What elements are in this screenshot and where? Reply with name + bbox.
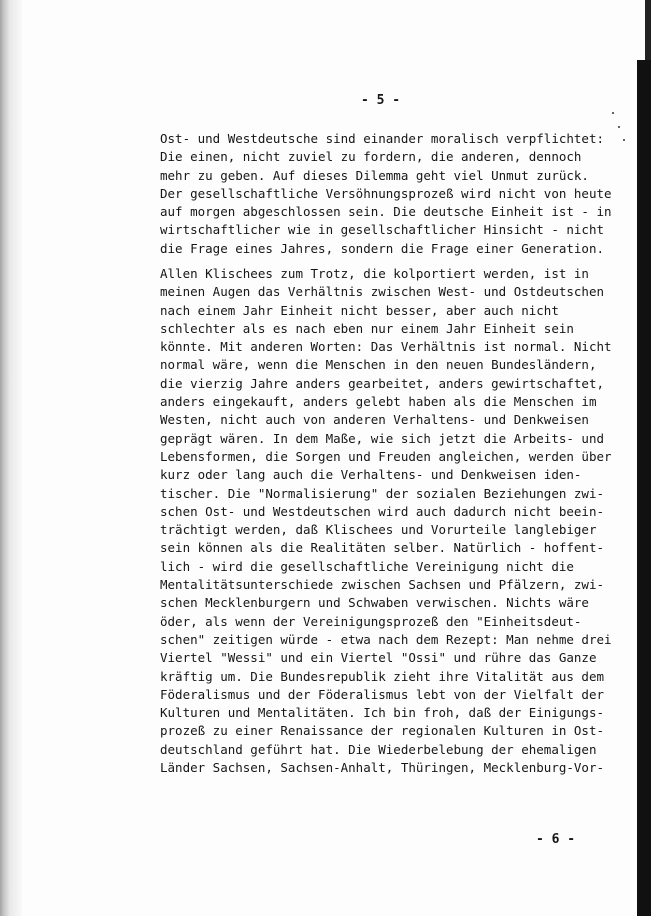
paragraph-2 [160,265,612,777]
text-line: lich - wird die gesellschaftliche Vereinigung nicht die [160,558,574,574]
text-line: meinen Augen das Verhältnis zwischen West- und Ostdeutschen [160,284,605,300]
text-line: schen Mecklenburgern und Schwaben verwischen. Nichts wäre [160,595,589,611]
scan-edge-right [637,60,651,916]
text-line: kräftig um. Die Bundesrepublik zieht ihre Vitalität aus dem [160,668,605,684]
text-line: trächtigt werden, daß Klischees und Vorurteile langlebiger [160,522,597,538]
scan-speck [618,126,620,128]
text-line: geprägt wären. In dem Maße, wie sich jetzt die Arbeits- und [160,430,605,446]
scan-shadow-left [0,0,22,916]
text-line: öder, als wenn der Vereinigungsprozeß den "Einheitsdeut- [160,613,582,629]
scan-speck [623,139,625,141]
text-line: wirtschaftlicher wie in gesellschaftlicher Hinsicht - nicht [160,222,605,238]
text-line: kurz oder lang auch die Verhaltens- und Denkweisen iden- [160,467,582,483]
text-line: auf morgen abgeschlossen sein. Die deutsche Einheit ist - in [160,204,612,220]
text-line: deutschland geführt hat. Die Wiederbelebung der ehemaligen [160,741,597,757]
scan-speck [612,112,614,114]
text-line: Westen, nicht auch von anderen Verhaltens- und Denkweisen [160,412,589,428]
text-line: Ost- und Westdeutsche sind einander moralisch verpflichtet: [160,131,605,146]
scan-edge-right-top [645,0,651,60]
text-line: schen Ost- und Westdeutschen wird auch dadurch nicht beein- [160,503,605,519]
text-line: Föderalismus und der Föderalismus lebt von der Vielfalt der [160,686,605,702]
text-line: normal wäre, wenn die Menschen in den neuen Bundesländern, [160,357,597,373]
text-line: die Frage eines Jahres, sondern die Frage einer Generation. [160,240,605,256]
text-line: Länder Sachsen, Sachsen-Anhalt, Thüringen, Mecklenburg-Vor- [160,760,605,776]
text-line: Viertel "Wessi" und ein Viertel "Ossi" und rühre das Ganze [160,650,597,666]
text-line: die vierzig Jahre anders gearbeitet, anders gewirtschaftet, [160,375,605,391]
text-line: sein können als die Realitäten selber. Natürlich - hoffent- [160,540,605,556]
text-line: könnte. Mit anderen Worten: Das Verhältnis ist normal. Nicht [160,339,612,355]
text-line: tischer. Die "Normalisierung" der sozialen Beziehungen zwi- [160,485,605,501]
text-line: schen" zeitigen würde - etwa nach dem Rezept: Man nehme drei [160,631,612,647]
text-line: Allen Klischees zum Trotz, die kolportiert werden, ist in [160,266,589,281]
text-line: anders eingekauft, anders gelebt haben als die Menschen im [160,394,597,410]
text-line: nach einem Jahr Einheit nicht besser, aber auch nicht [160,302,559,318]
text-line: prozeß zu einer Renaissance der regionalen Kulturen in Ost- [160,723,605,739]
text-line: Mentalitätsunterschiede zwischen Sachsen und Pfälzern, zwi- [160,577,605,593]
text-line: Der gesellschaftliche Versöhnungsprozeß wird nicht von heute [160,185,612,201]
page-number: - 5 - [361,93,401,108]
next-page-marker: - 6 - [536,832,576,847]
text-line: schlechter als es nach eben nur einem Jahr Einheit sein [160,320,574,336]
text-line: mehr zu geben. Auf dieses Dilemma geht viel Unmut zurück. [160,167,589,183]
paragraph-1 [160,130,612,258]
text-line: Die einen, nicht zuviel zu fordern, die anderen, dennoch [160,149,582,165]
text-line: Lebensformen, die Sorgen und Freuden angleichen, werden über [160,448,612,464]
text-line: Kulturen und Mentalitäten. Ich bin froh, daß der Einigungs- [160,705,605,721]
